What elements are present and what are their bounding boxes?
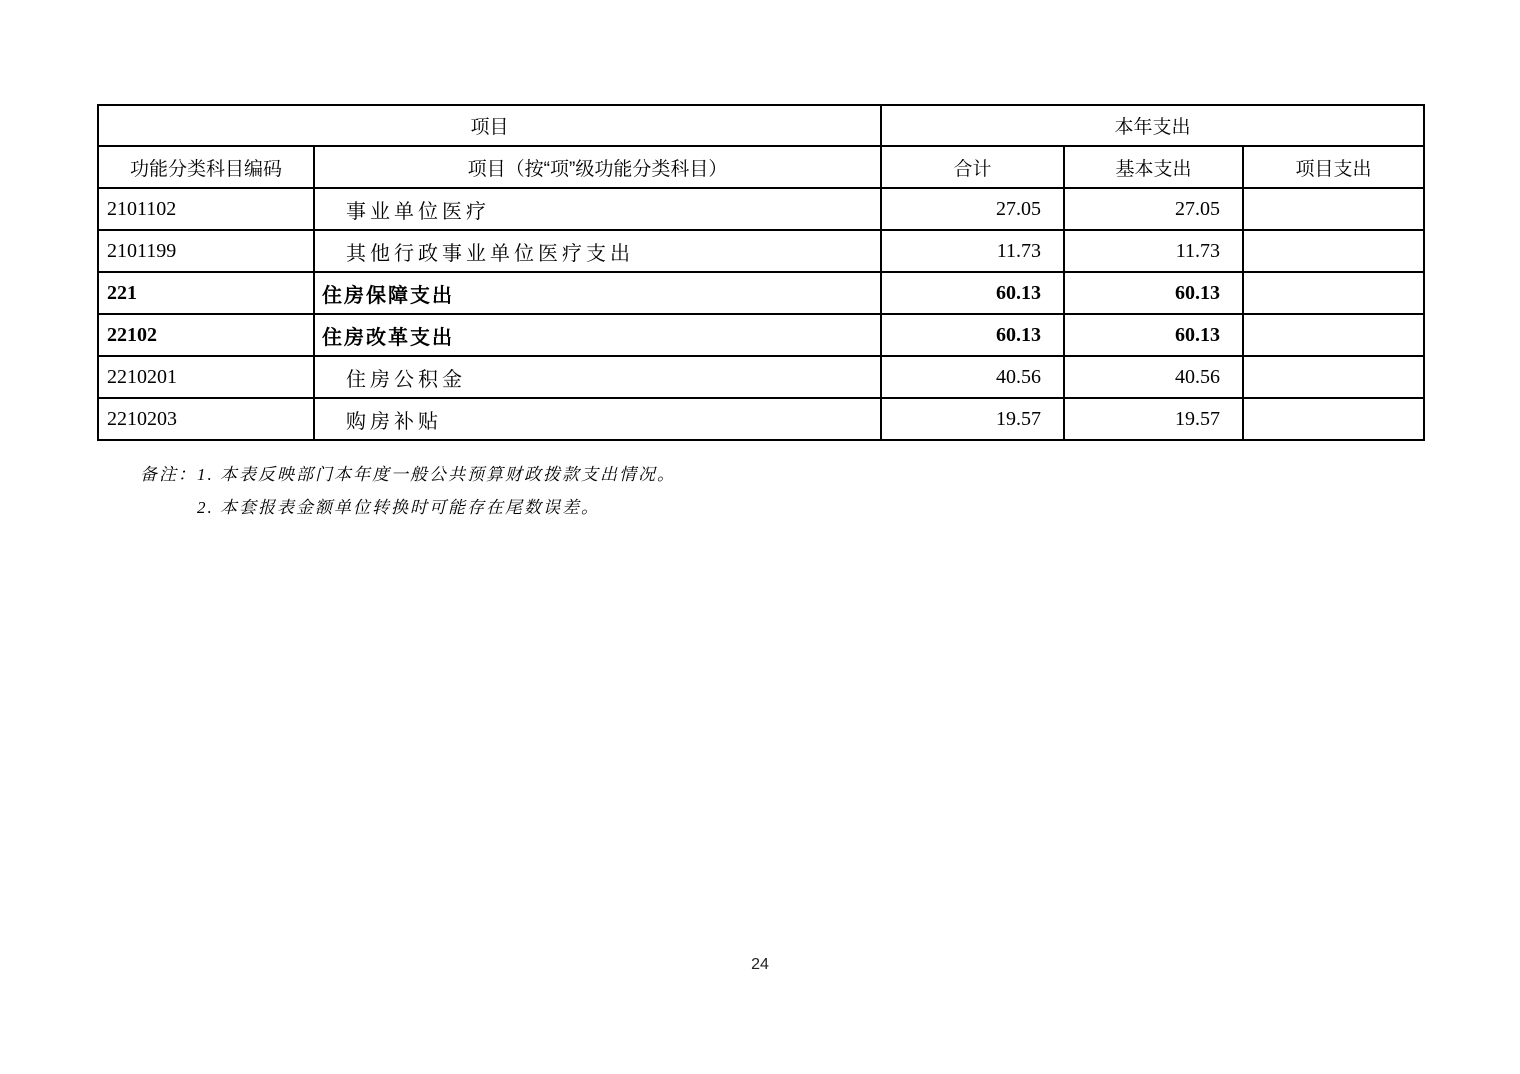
page-number: 24 [751, 956, 769, 973]
header-project-group: 项目 [98, 105, 881, 146]
cell-project-expenditure [1243, 356, 1424, 398]
table-row [98, 188, 1424, 230]
notes-label: 备注： [140, 465, 197, 484]
cell-project-expenditure [1243, 188, 1424, 230]
table-group-header-row [98, 105, 1424, 146]
table-row [98, 356, 1424, 398]
header-project-expenditure: 项目支出 [1243, 146, 1424, 188]
note-line-2 [197, 491, 676, 524]
cell-total: 60.13 [881, 314, 1064, 356]
table-column-header-row [98, 146, 1424, 188]
cell-item-name: 其他行政事业单位医疗支出 [314, 230, 881, 272]
table-row [98, 230, 1424, 272]
table-row [98, 398, 1424, 440]
cell-project-expenditure [1243, 272, 1424, 314]
header-year-expenditure-group: 本年支出 [881, 105, 1424, 146]
header-function-code: 功能分类科目编码 [98, 146, 314, 188]
header-basic-expenditure: 基本支出 [1064, 146, 1243, 188]
cell-item-name: 事业单位医疗 [314, 188, 881, 230]
notes [140, 458, 676, 524]
cell-project-expenditure [1243, 314, 1424, 356]
budget-table [97, 104, 1425, 441]
cell-total: 60.13 [881, 272, 1064, 314]
cell-function-code: 2101102 [98, 188, 314, 230]
note-item-2: 2. 本套报表金额单位转换时可能存在尾数误差。 [197, 498, 600, 517]
cell-project-expenditure [1243, 398, 1424, 440]
cell-item-name: 住房公积金 [314, 356, 881, 398]
cell-function-code: 2210203 [98, 398, 314, 440]
note-line-1 [140, 458, 676, 491]
cell-function-code: 2210201 [98, 356, 314, 398]
cell-basic-expenditure: 11.73 [1064, 230, 1243, 272]
cell-project-expenditure [1243, 230, 1424, 272]
cell-function-code: 22102 [98, 314, 314, 356]
cell-basic-expenditure: 60.13 [1064, 314, 1243, 356]
cell-total: 19.57 [881, 398, 1064, 440]
cell-total: 27.05 [881, 188, 1064, 230]
cell-basic-expenditure: 60.13 [1064, 272, 1243, 314]
cell-item-name: 住房保障支出 [314, 272, 881, 314]
note-item-1: 1. 本表反映部门本年度一般公共预算财政拨款支出情况。 [197, 465, 676, 484]
table-row [98, 272, 1424, 314]
table-row [98, 314, 1424, 356]
cell-basic-expenditure: 40.56 [1064, 356, 1243, 398]
cell-function-code: 221 [98, 272, 314, 314]
header-total: 合计 [881, 146, 1064, 188]
cell-total: 11.73 [881, 230, 1064, 272]
cell-basic-expenditure: 19.57 [1064, 398, 1243, 440]
cell-total: 40.56 [881, 356, 1064, 398]
cell-item-name: 住房改革支出 [314, 314, 881, 356]
cell-item-name: 购房补贴 [314, 398, 881, 440]
cell-basic-expenditure: 27.05 [1064, 188, 1243, 230]
cell-function-code: 2101199 [98, 230, 314, 272]
header-item-name: 项目（按“项”级功能分类科目） [314, 146, 881, 188]
